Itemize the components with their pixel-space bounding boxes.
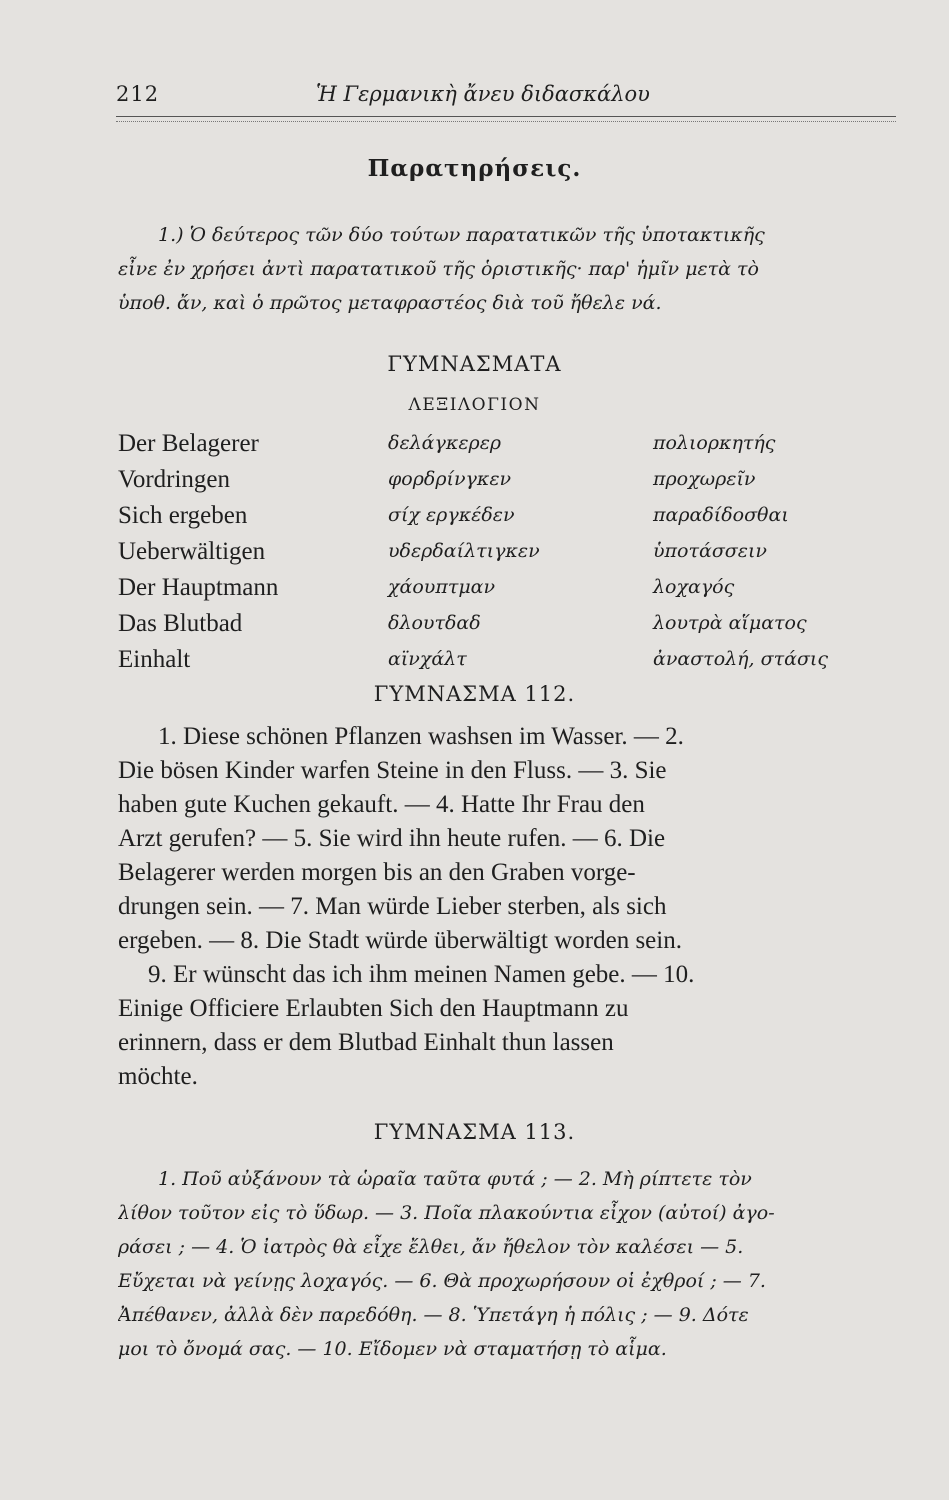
- remark-line: ὑποθ. ἄν, καὶ ὁ πρῶτος μεταφραστέος διὰ τοῦ ἤθελε νά.: [118, 292, 662, 314]
- running-title: Ἡ Γερμανικὴ ἄνευ διδασκάλου: [316, 82, 650, 106]
- vocab-german: Einhalt: [118, 646, 191, 673]
- vocabulary-row: [118, 502, 908, 538]
- vocab-german: Der Belagerer: [118, 430, 259, 457]
- vocabulary-row: [118, 430, 908, 466]
- exercise-112-line: Einige Officiere Erlaubten Sich den Hauptmann zu: [118, 995, 629, 1022]
- vocab-german: Das Blutbad: [118, 610, 243, 637]
- remark-line: 1.) Ὁ δεύτερος τῶν δύο τούτων παρατατικῶν τῆς ὑποτακτικῆς: [158, 224, 765, 246]
- exercise-112-line: Belagerer werden morgen bis an den Graben vorge-: [118, 859, 636, 886]
- header-rule: [116, 116, 896, 122]
- exercise-112-line: 9. Er wünscht das ich ihm meinen Namen gebe. — 10.: [148, 961, 695, 988]
- vocab-greek: παραδίδοσθαι: [653, 504, 789, 526]
- exercise-113-line: Εὔχεται νὰ γείνῃς λοχαγός. — 6. Θὰ προχωρήσουν οἱ ἐχθροί ; — 7.: [118, 1270, 766, 1292]
- exercise-112-line: ergeben. — 8. Die Stadt würde überwältigt worden sein.: [118, 927, 682, 954]
- section-title: Παρατηρήσεις.: [367, 155, 582, 182]
- exercise-112-line: drungen sein. — 7. Man würde Lieber sterben, als sich: [118, 893, 667, 920]
- page-header: [116, 82, 896, 112]
- vocab-german: Der Hauptmann: [118, 574, 279, 601]
- exercises-heading: ΓΥΜΝΑΣΜΑΤΑ: [387, 352, 562, 376]
- vocab-german: Ueberwältigen: [118, 538, 266, 565]
- vocab-transliteration: αϊνχάλτ: [388, 648, 467, 670]
- exercise-113-heading: ΓΥΜΝΑΣΜΑ 113.: [373, 1120, 576, 1144]
- page-number: 212: [116, 82, 160, 106]
- exercise-113-line: Ἀπέθανεν, ἀλλὰ δὲν παρεδόθη. — 8. Ὑπετάγη ἡ πόλις ; — 9. Δότε: [118, 1304, 749, 1326]
- vocab-transliteration: σίχ εργκέδεν: [388, 504, 515, 526]
- vocab-greek: ὑποτάσσειν: [653, 540, 767, 562]
- exercise-113-line: λίθον τοῦτον εἰς τὸ ὕδωρ. — 3. Ποῖα πλακούντια εἶχον (αὐτοί) ἀγο-: [118, 1202, 775, 1224]
- vocab-transliteration: δελάγκερερ: [388, 432, 502, 454]
- vocab-german: Sich ergeben: [118, 502, 248, 529]
- vocabulary-row: [118, 574, 908, 610]
- exercise-112-line: 1. Diese schönen Pflanzen washsen im Wasser. — 2.: [158, 723, 684, 750]
- exercise-113-line: μοι τὸ ὄνομά σας. — 10. Εἴδομεν νὰ σταματήσῃ τὸ αἷμα.: [118, 1338, 667, 1360]
- vocabulary-row: [118, 646, 908, 682]
- lexicon-heading: ΛΕΞΙΛΟΓΙΟΝ: [408, 395, 541, 415]
- vocab-greek: ἀναστολή, στάσις: [653, 648, 829, 670]
- vocab-transliteration: δλουτδαδ: [388, 612, 481, 634]
- vocab-transliteration: χάουπτμαν: [388, 576, 496, 598]
- vocabulary-row: [118, 610, 908, 646]
- exercise-112-line: Die bösen Kinder warfen Steine in den Fluss. — 3. Sie: [118, 757, 667, 784]
- exercise-113-line: ράσει ; — 4. Ὁ ἰατρὸς θὰ εἶχε ἔλθει, ἄν ἤθελον τὸν καλέσει — 5.: [118, 1236, 744, 1258]
- exercise-112-heading: ΓΥΜΝΑΣΜΑ 112.: [373, 682, 576, 706]
- vocab-greek: λουτρὰ αἵματος: [653, 612, 807, 634]
- exercise-112-line: erinnern, dass er dem Blutbad Einhalt thun lassen: [118, 1029, 614, 1056]
- vocab-greek: πολιορκητής: [653, 432, 776, 454]
- remark-paragraph: [118, 218, 898, 320]
- vocabulary-row: [118, 538, 908, 574]
- vocabulary-list: [118, 430, 908, 682]
- vocab-greek: λοχαγός: [653, 576, 735, 598]
- vocabulary-row: [118, 466, 908, 502]
- exercise-112-line: haben gute Kuchen gekauft. — 4. Hatte Ihr Frau den: [118, 791, 645, 818]
- vocab-transliteration: υδερδαίλτιγκεν: [388, 540, 540, 562]
- vocab-german: Vordringen: [118, 466, 231, 493]
- vocab-greek: προχωρεῖν: [653, 468, 756, 490]
- remark-line: εἶνε ἐν χρήσει ἀντὶ παρατατικοῦ τῆς ὁριστικῆς· παρ' ἡμῖν μετὰ τὸ: [118, 258, 759, 280]
- exercise-112-line: Arzt gerufen? — 5. Sie wird ihn heute rufen. — 6. Die: [118, 825, 666, 852]
- exercise-112-line: möchte.: [118, 1063, 198, 1090]
- exercise-112-text: [118, 720, 898, 1094]
- vocab-transliteration: φορδρίνγκεν: [388, 468, 512, 490]
- exercise-113-line: 1. Ποῦ αὐξάνουν τὰ ὡραῖα ταῦτα φυτά ; — 2. Μὴ ρίπτετε τὸν: [158, 1168, 752, 1190]
- exercise-113-text: [118, 1162, 898, 1366]
